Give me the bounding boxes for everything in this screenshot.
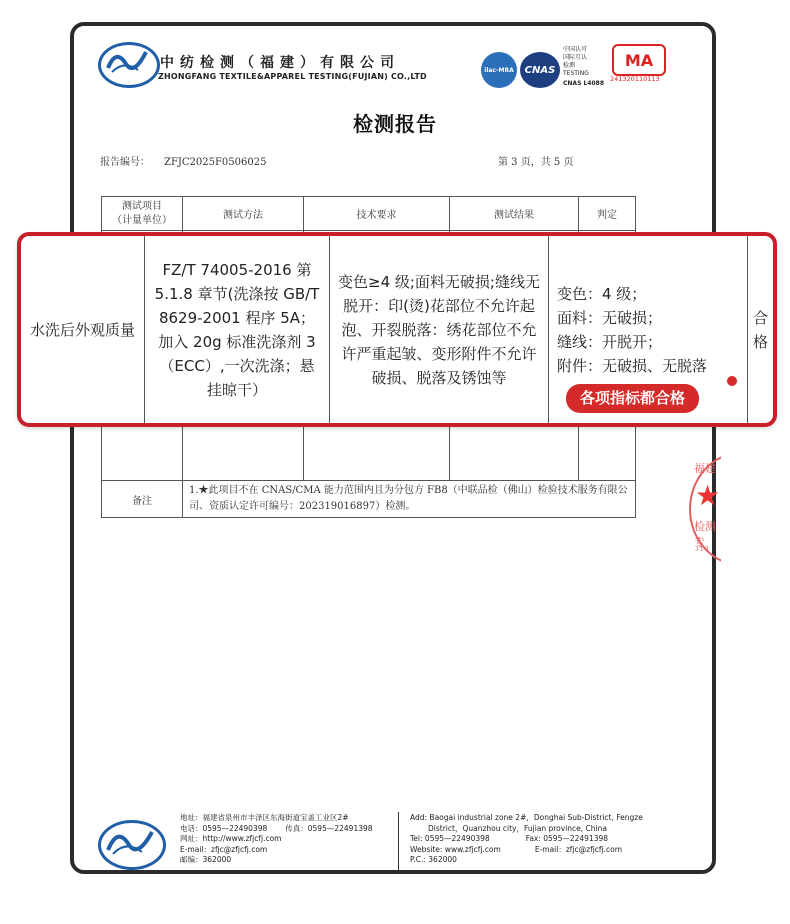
remark-label: 备注 bbox=[102, 481, 183, 518]
header-method: 测试方法 bbox=[183, 197, 304, 231]
cnas-number: CNAS L4088 bbox=[563, 80, 605, 87]
result-line: 附件：无破损、无脱落 bbox=[557, 356, 708, 375]
report-number: 报告编号： ZFJC2025F0506025 bbox=[100, 157, 267, 168]
company-name-en: ZHONGFANG TEXTILE&APPAREL TESTING(FUJIAN) CO.,LTD bbox=[158, 72, 427, 81]
result-line: 缝线：开脱开； bbox=[557, 332, 663, 351]
ilac-mra-badge: ilac-MRA bbox=[481, 52, 517, 88]
highlight-item: 水洗后外观质量 bbox=[21, 236, 145, 423]
result-line: 面料：无破损； bbox=[557, 308, 663, 327]
highlight-requirement: 变色≥4 级;面料无破损;缝线无脱开：印(烫)花部位不允许起泡、开裂脱落：绣花部位不允许严重起皱、变形附件不允许破损、脱落及锈蚀等 bbox=[330, 236, 549, 423]
company-logo-icon bbox=[98, 42, 160, 88]
footer-contact-cn: 地址：福建省泉州市丰泽区东海街道宝盖工业区2# 电话：0595—22490398 传真：0595—22491398 网址：http://www.zfjcfj.com E-mail：zfjc@zfjcfj.com 邮编：362000 bbox=[180, 813, 373, 864]
highlight-judgement: 合格 bbox=[748, 236, 774, 423]
official-stamp: 福建 ★ 检测专 310 bbox=[689, 452, 721, 562]
remark-text: 1.★此项目不在 CNAS/CMA 能力范围内且为分包方 FB8（中联品检（佛山）检验技术服务有限公司、资质认定许可编号：202319016897）检测。 bbox=[183, 481, 636, 518]
footer-divider bbox=[398, 812, 399, 870]
highlight-method: FZ/T 74005-2016 第 5.1.8 章节(洗涤按 GB/T 8629-2001 程序 5A；加入 20g 标准洗涤剂 3（ECC）,一次洗涤；悬挂晾干） bbox=[145, 236, 330, 423]
header-result: 测试结果 bbox=[450, 197, 579, 231]
cma-number: 241320110113 bbox=[610, 75, 660, 83]
pass-tag: 各项指标都合格 bbox=[566, 384, 699, 413]
header-judgement: 判定 bbox=[579, 197, 636, 231]
header-item: 测试项目 （计量单位） bbox=[102, 197, 183, 231]
stamp-star-icon: ★ bbox=[695, 479, 721, 512]
page-info: 第 3 页，共 5 页 bbox=[498, 157, 574, 168]
header-requirement: 技术要求 bbox=[304, 197, 450, 231]
tag-dot bbox=[727, 376, 737, 386]
footer-contact-en: Add: Baogai industrial zone 2#，Donghai Sub-District, Fengze District，Quanzhou city，Fujian province, China Tel: 0595—22490398 Fax: 0595—22491398 Website: www.zfjcfj.com E-mail：zfjc@zfjcfj.com P.C.: 362000 bbox=[410, 813, 643, 864]
cnas-text: 中国认可 国际互认 检测 TESTING bbox=[563, 46, 589, 77]
result-line: 变色：4 级； bbox=[557, 284, 647, 303]
company-name-cn: 中纺检测（福建）有限公司 bbox=[160, 55, 400, 71]
footer-logo-icon bbox=[98, 820, 166, 870]
cma-badge: MA bbox=[612, 44, 666, 76]
cnas-badge: CNAS bbox=[520, 52, 560, 88]
report-title: 检测报告 bbox=[353, 112, 437, 136]
